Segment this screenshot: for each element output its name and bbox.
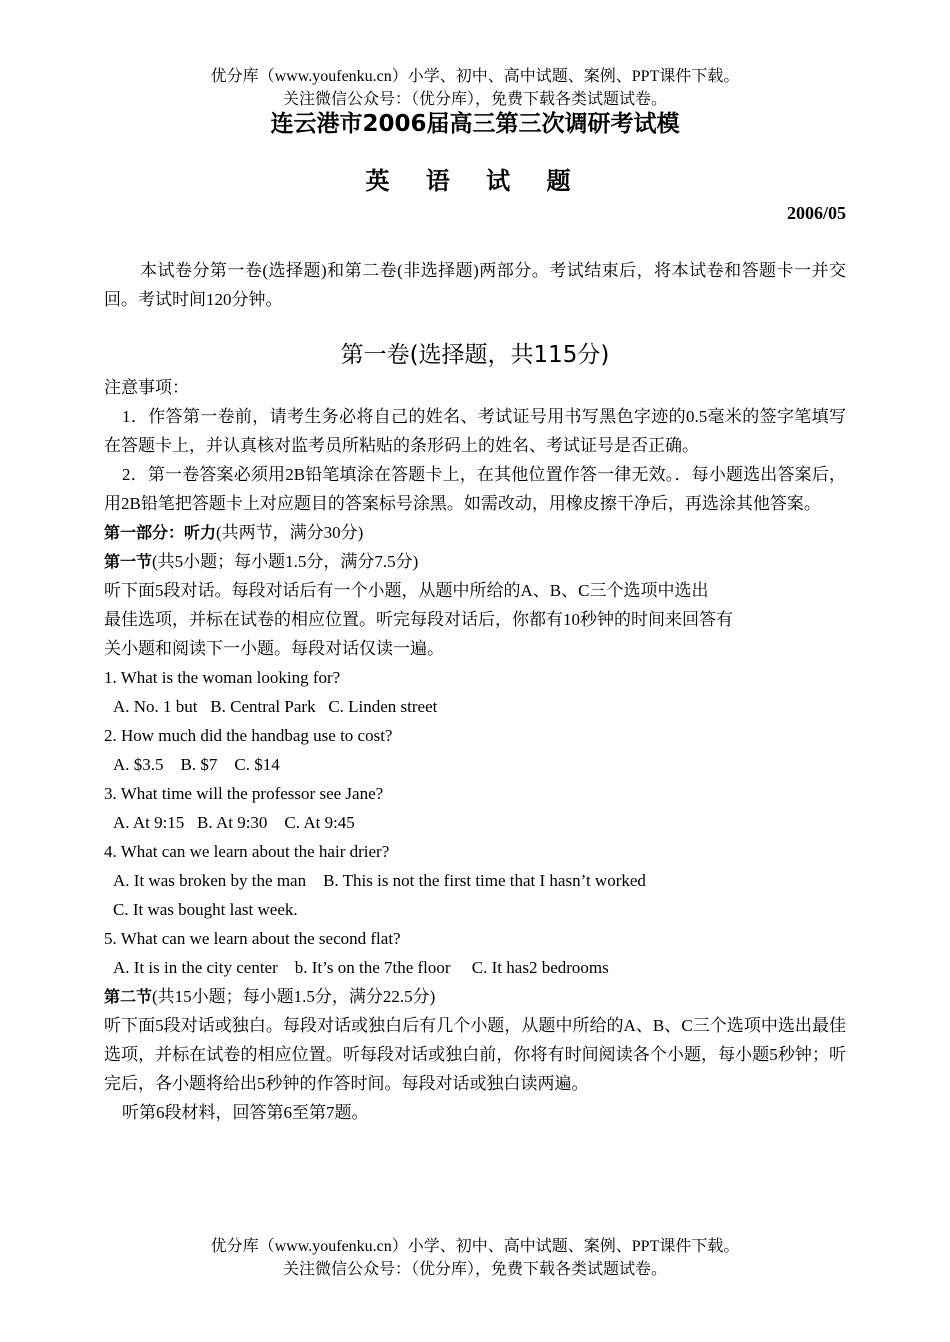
section1-heading — [104, 547, 846, 576]
intro-block — [104, 256, 846, 314]
section2-heading — [104, 982, 846, 1011]
section1-heading-bold: 第一节 — [104, 552, 153, 571]
question-1-options: A. No. 1 but B. Central Park C. Linden street — [113, 697, 438, 716]
question-5-options: A. It is in the city center b. It’s on the 7the floor C. It has2 bedrooms — [113, 958, 609, 977]
question-4-options-2: C. It was bought last week. — [113, 900, 298, 919]
listening-heading-rest: (共两节，满分30分) — [216, 523, 364, 542]
question-1: 1. What is the woman looking for? — [104, 668, 341, 687]
part1-title: 第一卷(选择题，共115分) — [340, 342, 610, 368]
footer-line-1: 优分库（www.youfenku.cn）小学、初中、高中试题、案例、PPT课件下载。 — [210, 1238, 740, 1255]
question-4-options: A. It was broken by the man B. This is not the first time that I hasn’t worked — [113, 871, 646, 890]
header-line-2: 关注微信公众号：（优分库），免费下载各类试题试卷。 — [282, 91, 667, 108]
question-3-options: A. At 9:15 B. At 9:30 C. At 9:45 — [113, 813, 355, 832]
main-content — [104, 373, 846, 1127]
section2-heading-rest: (共15小题；每小题1.5分，满分22.5分) — [152, 987, 436, 1006]
section2-heading-bold: 第二节 — [104, 987, 153, 1006]
listening-heading-bold: 第一部分：听力 — [104, 523, 217, 542]
intro-paragraph: 本试卷分第一卷(选择题)和第二卷(非选择题)两部分。考试结束后，将本试卷和答题卡一并交回。考试时间120分钟。 — [104, 261, 846, 309]
section1-instruction-3: 关小题和阅读下一小题。每段对话仅读一遍。 — [104, 639, 444, 658]
section1-heading-rest: (共5小题；每小题1.5分，满分7.5分) — [152, 552, 419, 571]
question-2: 2. How much did the handbag use to cost? — [104, 726, 393, 745]
question-2-options: A. $3.5 B. $7 C. $14 — [113, 755, 280, 774]
notice-label: 注意事项： — [104, 378, 189, 397]
question-3: 3. What time will the professor see Jane? — [104, 784, 384, 803]
passage-6-prompt: 听第6段材料，回答第6至第7题。 — [122, 1103, 369, 1122]
section1-instruction-1: 听下面5段对话。每段对话后有一个小题，从题中所给的A、B、C三个选项中选出 — [104, 581, 709, 600]
footer-line-2: 关注微信公众号：（优分库），免费下载各类试题试卷。 — [282, 1261, 667, 1278]
section2-instruction: 听下面5段对话或独白。每段对话或独白后有几个小题，从题中所给的A、B、C三个选项中选出最佳选项，并标在试卷的相应位置。听每段对话或独白前，你将有时间阅读各个小题，每小题5秒钟；听完后，各小题将给出5秒钟的作答时间。每段对话或独白读两遍。 — [104, 1016, 846, 1093]
notice-item-2: 2．第一卷答案必须用2B铅笔填涂在答题卡上，在其他位置作答一律无效。．每小题选出答案后，用2B铅笔把答题卡上对应题目的答案标号涂黑。如需改动，用橡皮擦干净后，再选涂其他答案。 — [104, 465, 846, 513]
question-5: 5. What can we learn about the second flat? — [104, 929, 401, 948]
header-line-1: 优分库（www.youfenku.cn）小学、初中、高中试题、案例、PPT课件下载。 — [210, 68, 740, 85]
listening-heading — [104, 518, 846, 547]
question-4: 4. What can we learn about the hair drier? — [104, 842, 390, 861]
exam-title: 连云港市2006届高三第三次调研考试模 — [270, 111, 680, 137]
notice-item-1: 1．作答第一卷前，请考生务必将自己的姓名、考试证号用书写黑色字迹的0.5毫米的签字笔填写在答题卡上，并认真核对监考员所粘贴的条形码上的姓名、考试证号是否正确。 — [104, 407, 846, 455]
subject-title: 英 语 试 题 — [365, 167, 585, 195]
exam-date: 2006/05 — [786, 203, 846, 223]
section1-instruction-2: 最佳选项，并标在试卷的相应位置。听完每段对话后，你都有10秒钟的时间来回答有 — [104, 610, 733, 629]
